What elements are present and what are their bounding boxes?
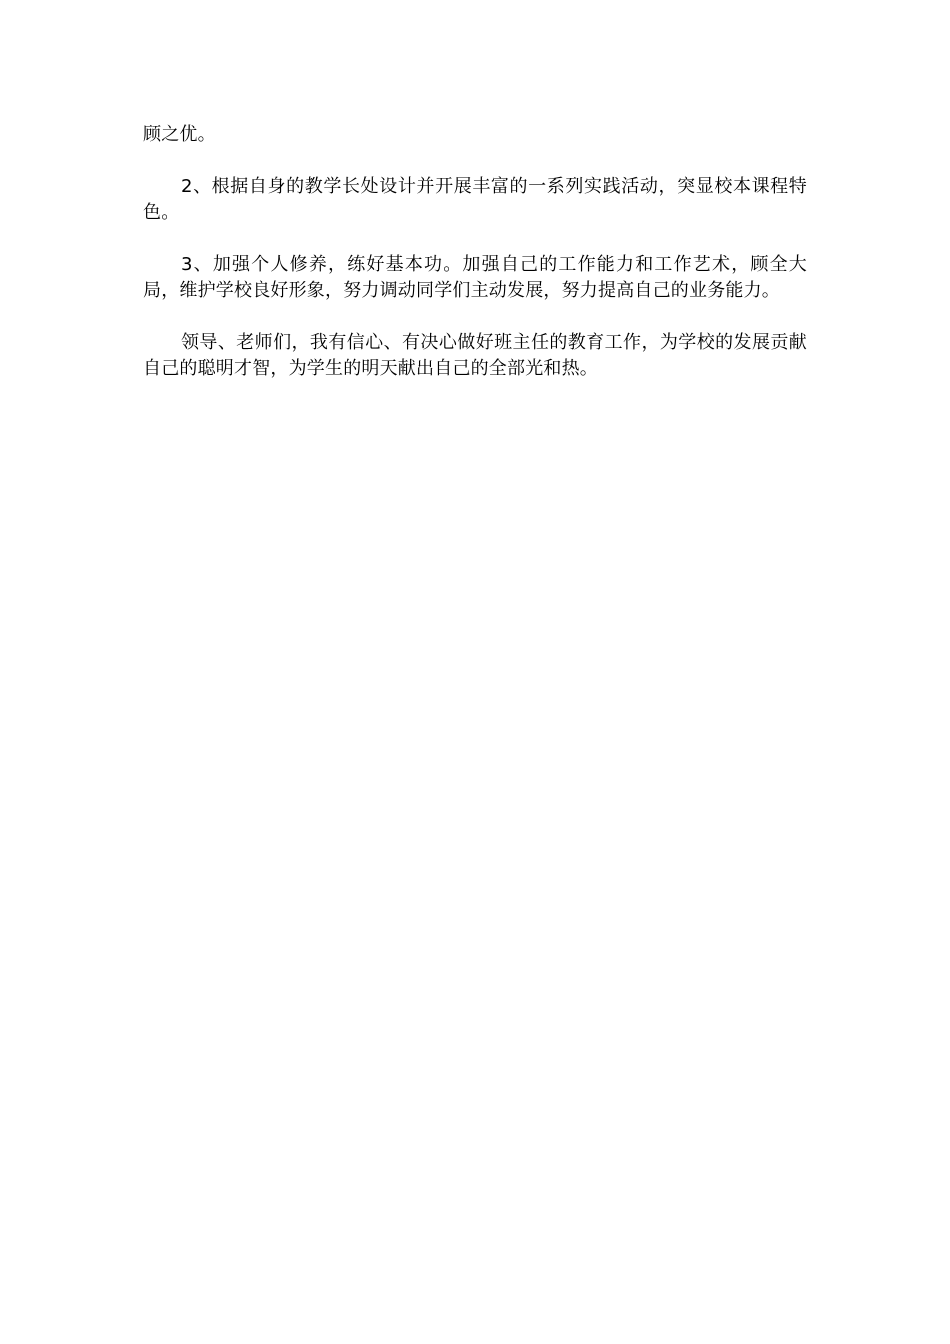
document-body <box>143 122 807 408</box>
paragraph-closing: 领导、老师们，我有信心、有决心做好班主任的教育工作，为学校的发展贡献自己的聪明才智，为学生的明天献出自己的全部光和热。 <box>143 332 807 379</box>
paragraph-item-3: 3、加强个人修养，练好基本功。加强自己的工作能力和工作艺术，顾全大局，维护学校良好形象，努力调动同学们主动发展，努力提高自己的业务能力。 <box>143 254 807 301</box>
paragraph-continuation: 顾之优。 <box>143 124 216 145</box>
paragraph-item-2: 2、根据自身的教学长处设计并开展丰富的一系列实践活动，突显校本课程特色。 <box>143 176 807 223</box>
